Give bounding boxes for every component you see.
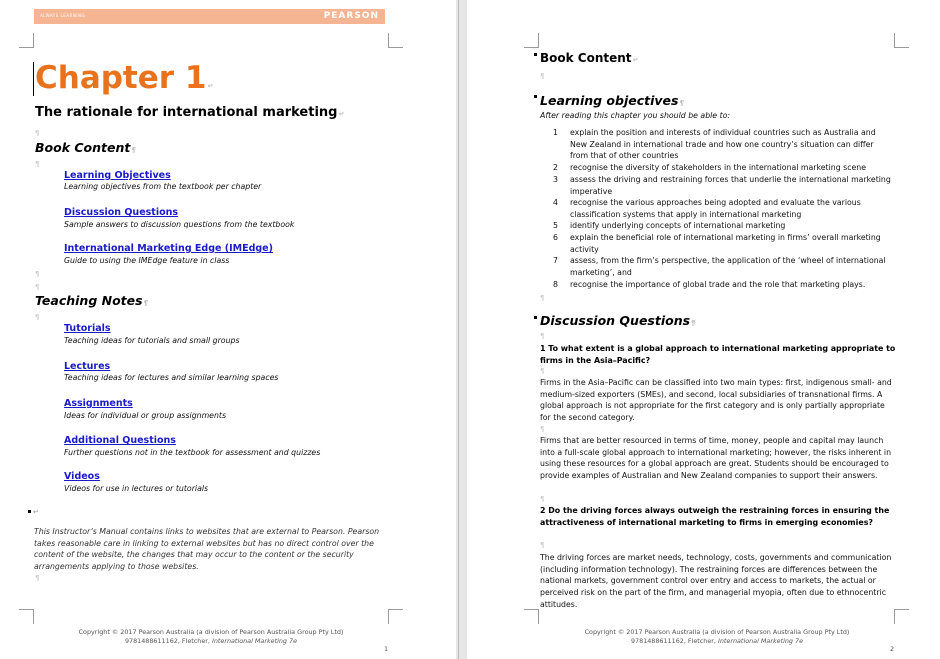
footer-copyright: Copyright © 2017 Pearson Australia (a division of Pearson Australia Group Pty Ltd)	[78, 628, 344, 636]
footer-book-title: International Marketing 7e	[717, 636, 804, 645]
crop-mark-bottom-left	[524, 609, 539, 624]
objective-item: 6 explain the beneficial role of international marketing in firms’ overall marketing activity	[553, 233, 881, 254]
desc-learning-objectives: Learning objectives from the textbook per chapter	[64, 182, 262, 191]
paragraph-bullet	[28, 510, 31, 513]
desc-tutorials: Teaching ideas for tutorials and small groups	[64, 336, 240, 345]
link-assignments[interactable]: Assignments	[64, 398, 133, 409]
crop-mark-top-right	[894, 33, 909, 48]
desc-assignments: Ideas for individual or group assignments	[64, 411, 227, 420]
link-videos[interactable]: Videos	[64, 471, 100, 482]
desc-lectures: Teaching ideas for lectures and similar learning spaces	[64, 373, 279, 382]
footer-book-title: International Marketing 7e	[211, 636, 298, 645]
book-content-heading: Book Content¶	[35, 140, 136, 155]
paragraph-bullet	[534, 95, 537, 98]
objective-item: 7 assess, from the firm’s perspective, the application of the ‘wheel of international marketing’, and	[553, 256, 886, 277]
teaching-notes-heading: Teaching Notes¶	[35, 293, 149, 308]
crop-mark-bottom-right	[388, 609, 403, 624]
crop-mark-top-left	[19, 33, 34, 48]
footer-isbn: 9781488611162, Fletcher, International Marketing 7e	[630, 636, 804, 645]
footer-copyright: Copyright © 2017 Pearson Australia (a division of Pearson Australia Group Pty Ltd)	[584, 628, 850, 636]
desc-additional-questions: Further questions not in the textbook for assessment and quizzes	[64, 448, 321, 457]
page-footer-2	[567, 628, 867, 645]
link-learning-objectives[interactable]: Learning Objectives	[64, 170, 171, 181]
paragraph-mark: ¶	[540, 541, 545, 549]
paragraph-mark: ¶	[540, 72, 545, 80]
crop-mark-top-left	[524, 33, 539, 48]
answer-1-paragraph-2[interactable]: Firms that are better resourced in terms of time, money, people and capital may launch into a full-scale global approach to international marketing; however, the risks inherent in using these resources for a global approach are great. Students should be encouraged to provide examples of Australian and New Zealand companies to support their answers.	[540, 436, 892, 481]
book-content-heading-2: Book Content↵	[540, 51, 639, 65]
link-additional-questions[interactable]: Additional Questions	[64, 435, 176, 446]
chapter-title[interactable]: Chapter 1↵	[35, 60, 214, 96]
link-lectures[interactable]: Lectures	[64, 361, 111, 372]
paragraph-mark: ¶	[540, 367, 545, 375]
paragraph-mark: ¶	[35, 160, 40, 168]
discussion-questions-heading: Discussion Questions¶	[540, 313, 696, 328]
objective-item: 2 recognise the diversity of stakeholders in the international marketing scene	[553, 163, 867, 172]
objective-item: 3 assess the driving and restraining forces that underlie the international marketing imperative	[553, 175, 891, 196]
link-tutorials[interactable]: Tutorials	[64, 323, 111, 334]
paragraph-mark: ¶	[35, 270, 40, 278]
answer-1-paragraph-1[interactable]: Firms in the Asia–Pacific can be classified into two main types: first, indigenous small- and medium-sized exporters (SMEs), and second, local subsidiaries of transnational firms. A global approach is not appropriate for the first category and is only partially appropriate for the second category.	[540, 378, 892, 423]
document-page-1	[0, 0, 456, 659]
paragraph-mark: ↵	[33, 508, 39, 516]
paragraph-mark: ¶	[35, 313, 40, 321]
paragraph-mark: ¶	[540, 425, 545, 433]
desc-videos: Videos for use in lectures or tutorials	[64, 484, 209, 493]
crop-mark-bottom-left	[19, 609, 34, 624]
chapter-subtitle[interactable]: The rationale for international marketing↵	[35, 105, 345, 120]
objective-item: 8 recognise the importance of global trade and the role that marketing plays.	[553, 280, 866, 289]
desc-discussion-questions: Sample answers to discussion questions from the textbook	[64, 220, 295, 229]
crop-mark-top-right	[388, 33, 403, 48]
footer-isbn: 9781488611162, Fletcher, International Marketing 7e	[124, 636, 298, 645]
link-discussion-questions[interactable]: Discussion Questions	[64, 207, 179, 218]
paragraph-bullet	[534, 53, 537, 56]
crop-mark-bottom-right	[894, 609, 909, 624]
paragraph-mark: ¶	[35, 129, 40, 137]
disclaimer-text[interactable]: This Instructor’s Manual contains links to websites that are external to Pearson. Pearson takes reasonable care in linking to external websites but has no direct control over the content of the website, the changes that may occur to the content or the security arrangements applying to those websites.	[34, 527, 380, 572]
paragraph-mark: ¶	[540, 294, 545, 302]
paragraph-mark: ¶	[540, 332, 545, 340]
paragraph-mark: ¶	[540, 495, 545, 503]
page-number: 1	[384, 645, 389, 653]
link-imedge[interactable]: International Marketing Edge (IMEdge)	[64, 243, 273, 254]
page-separator	[456, 0, 467, 659]
pearson-logo: PEARSON	[323, 11, 379, 21]
learning-objectives-heading: Learning objectives¶	[540, 93, 684, 108]
paragraph-bullet	[534, 316, 537, 319]
desc-imedge: Guide to using the IMEdge feature in class	[64, 256, 230, 265]
pearson-banner	[34, 9, 385, 24]
question-1: 1 To what extent is a global approach to international marketing appropriate to firms in the Asia–Pacific?	[540, 344, 896, 365]
objectives-intro: After reading this chapter you should be able to:	[540, 111, 731, 120]
paragraph-mark: ¶	[35, 574, 40, 582]
paragraph-mark: ¶	[35, 283, 40, 291]
objective-item: 4 recognise the various approaches being adopted and evaluate the various classification systems that apply in international marketing	[553, 198, 861, 219]
banner-tagline: ALWAYS LEARNING	[40, 13, 86, 18]
question-2: 2 Do the driving forces always outweigh the restraining forces in ensuring the attractiveness of international marketing to firms in emerging economies?	[540, 506, 890, 527]
answer-2-paragraph-1[interactable]: The driving forces are market needs, technology, costs, governments and communication (including information technology). The restraining forces are differences between the national markets, government control over entry and access to markets, the actual or perceived risk on the part of the firm, and managerial myopia, often due to ethnocentric attitudes.	[540, 553, 892, 609]
objective-item: 5 identify underlying concepts of international marketing	[553, 221, 786, 230]
page-number-2: 2	[890, 645, 895, 653]
page-footer	[61, 628, 361, 645]
text-cursor	[33, 62, 34, 96]
objective-item: 1 explain the position and interests of individual countries such as Australia and New Zealand in international trade and how one country’s situation can differ from that of other countries	[553, 128, 876, 161]
